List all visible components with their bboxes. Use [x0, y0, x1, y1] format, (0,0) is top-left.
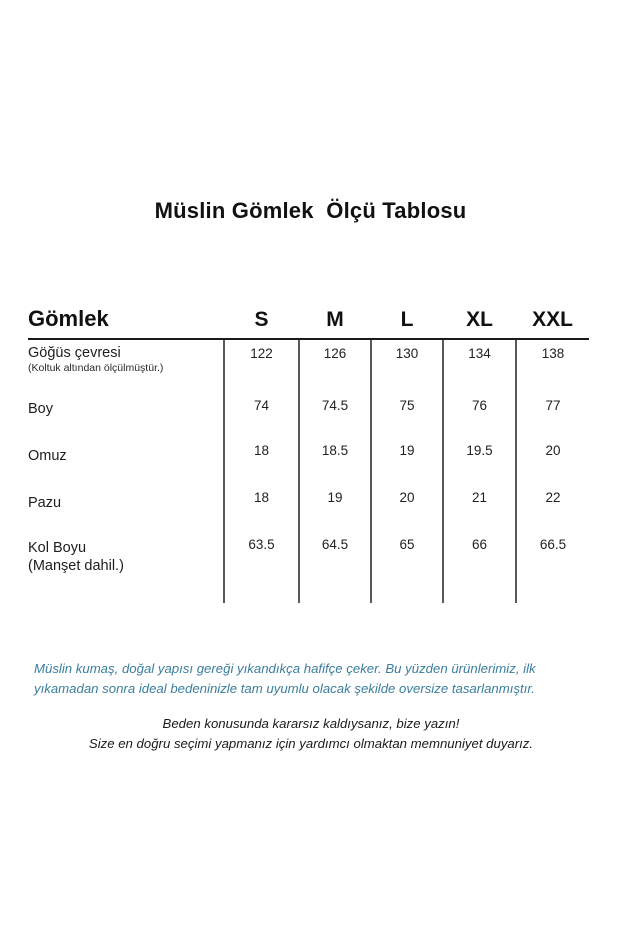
- rule-tail-xxl: [516, 587, 589, 603]
- cell-pazu-m: 19: [299, 484, 371, 531]
- row-label-gogus-cevresi: [28, 339, 224, 392]
- cell-omuz-m: 18.5: [299, 437, 371, 484]
- cell-pazu-xxl: 22: [516, 484, 589, 531]
- rule-tail-spacer: [28, 587, 224, 603]
- size-chart-table: [28, 306, 589, 603]
- rule-tail-m: [299, 587, 371, 603]
- cell-boy-l: 75: [371, 392, 443, 437]
- cell-omuz-xxl: 20: [516, 437, 589, 484]
- rule-tail-s: [224, 587, 299, 603]
- column-header-m: M: [299, 306, 371, 339]
- row-label-pazu: [28, 484, 224, 531]
- cell-gogus-cevresi-m: 126: [299, 339, 371, 392]
- cell-kol-boyu-m: 64.5: [299, 531, 371, 587]
- table-header: [28, 306, 589, 339]
- table-header-row: [28, 306, 589, 339]
- size-table-container: [28, 306, 589, 603]
- table-row: [28, 484, 589, 531]
- cell-boy-m: 74.5: [299, 392, 371, 437]
- contact-note-line-2: Size en doğru seçimi yapmanız için yardımcı olmaktan memnuniyet duyarız.: [88, 735, 534, 751]
- cell-boy-xxl: 77: [516, 392, 589, 437]
- column-header-xxl: XXL: [516, 306, 589, 339]
- cell-kol-boyu-xl: 66: [443, 531, 516, 587]
- row-sublabel-text: (Manşet dahil.): [28, 558, 124, 575]
- column-header-s: S: [224, 306, 299, 339]
- cell-boy-xl: 76: [443, 392, 516, 437]
- contact-note-line-1: Beden konusunda kararsız kaldıysanız, bize yazın!: [162, 716, 460, 731]
- cell-pazu-xl: 21: [443, 484, 516, 531]
- table-rule-tail: [28, 587, 589, 603]
- cell-omuz-l: 19: [371, 437, 443, 484]
- row-label-text: Boy: [28, 401, 53, 417]
- cell-gogus-cevresi-s: 122: [224, 339, 299, 392]
- cell-omuz-xl: 19.5: [443, 437, 516, 484]
- cell-kol-boyu-xxl: 66.5: [516, 531, 589, 587]
- table-row: [28, 531, 589, 587]
- row-label-text: Pazu: [28, 495, 62, 511]
- cell-gogus-cevresi-xxl: 138: [516, 339, 589, 392]
- column-header-l: L: [371, 306, 443, 339]
- rule-tail-xl: [443, 587, 516, 603]
- row-label-text: Kol Boyu: [28, 540, 87, 556]
- fabric-care-note: Müslin kumaş, doğal yapısı gereği yıkandıkça hafifçe çeker. Bu yüzden ürünlerimiz, ilk yıkamadan sonra ideal bedeninizle tam uyumlu olacak şekilde oversize tasarlanmıştır.: [34, 661, 536, 697]
- table-body: [28, 339, 589, 603]
- contact-note: [32, 714, 590, 754]
- cell-kol-boyu-l: 65: [371, 531, 443, 587]
- table-row: [28, 339, 589, 392]
- rule-tail-l: [371, 587, 443, 603]
- page-title: Müslin Gömlek Ölçü Tablosu: [154, 198, 467, 223]
- cell-gogus-cevresi-l: 130: [371, 339, 443, 392]
- row-label-text: Omuz: [28, 448, 67, 464]
- cell-pazu-s: 18: [224, 484, 299, 531]
- cell-kol-boyu-s: 63.5: [224, 531, 299, 587]
- table-row: [28, 437, 589, 484]
- cell-boy-s: 74: [224, 392, 299, 437]
- cell-pazu-l: 20: [371, 484, 443, 531]
- row-label-text: Göğüs çevresi: [28, 345, 121, 361]
- row-label-boy: [28, 392, 224, 437]
- row-sublabel-text: (Koltuk altından ölçülmüştür.): [28, 362, 164, 375]
- row-label-kol-boyu: [28, 531, 224, 587]
- table-row: [28, 392, 589, 437]
- column-header-garment: Gömlek: [28, 306, 224, 339]
- column-header-xl: XL: [443, 306, 516, 339]
- cell-gogus-cevresi-xl: 134: [443, 339, 516, 392]
- row-label-omuz: [28, 437, 224, 484]
- cell-omuz-s: 18: [224, 437, 299, 484]
